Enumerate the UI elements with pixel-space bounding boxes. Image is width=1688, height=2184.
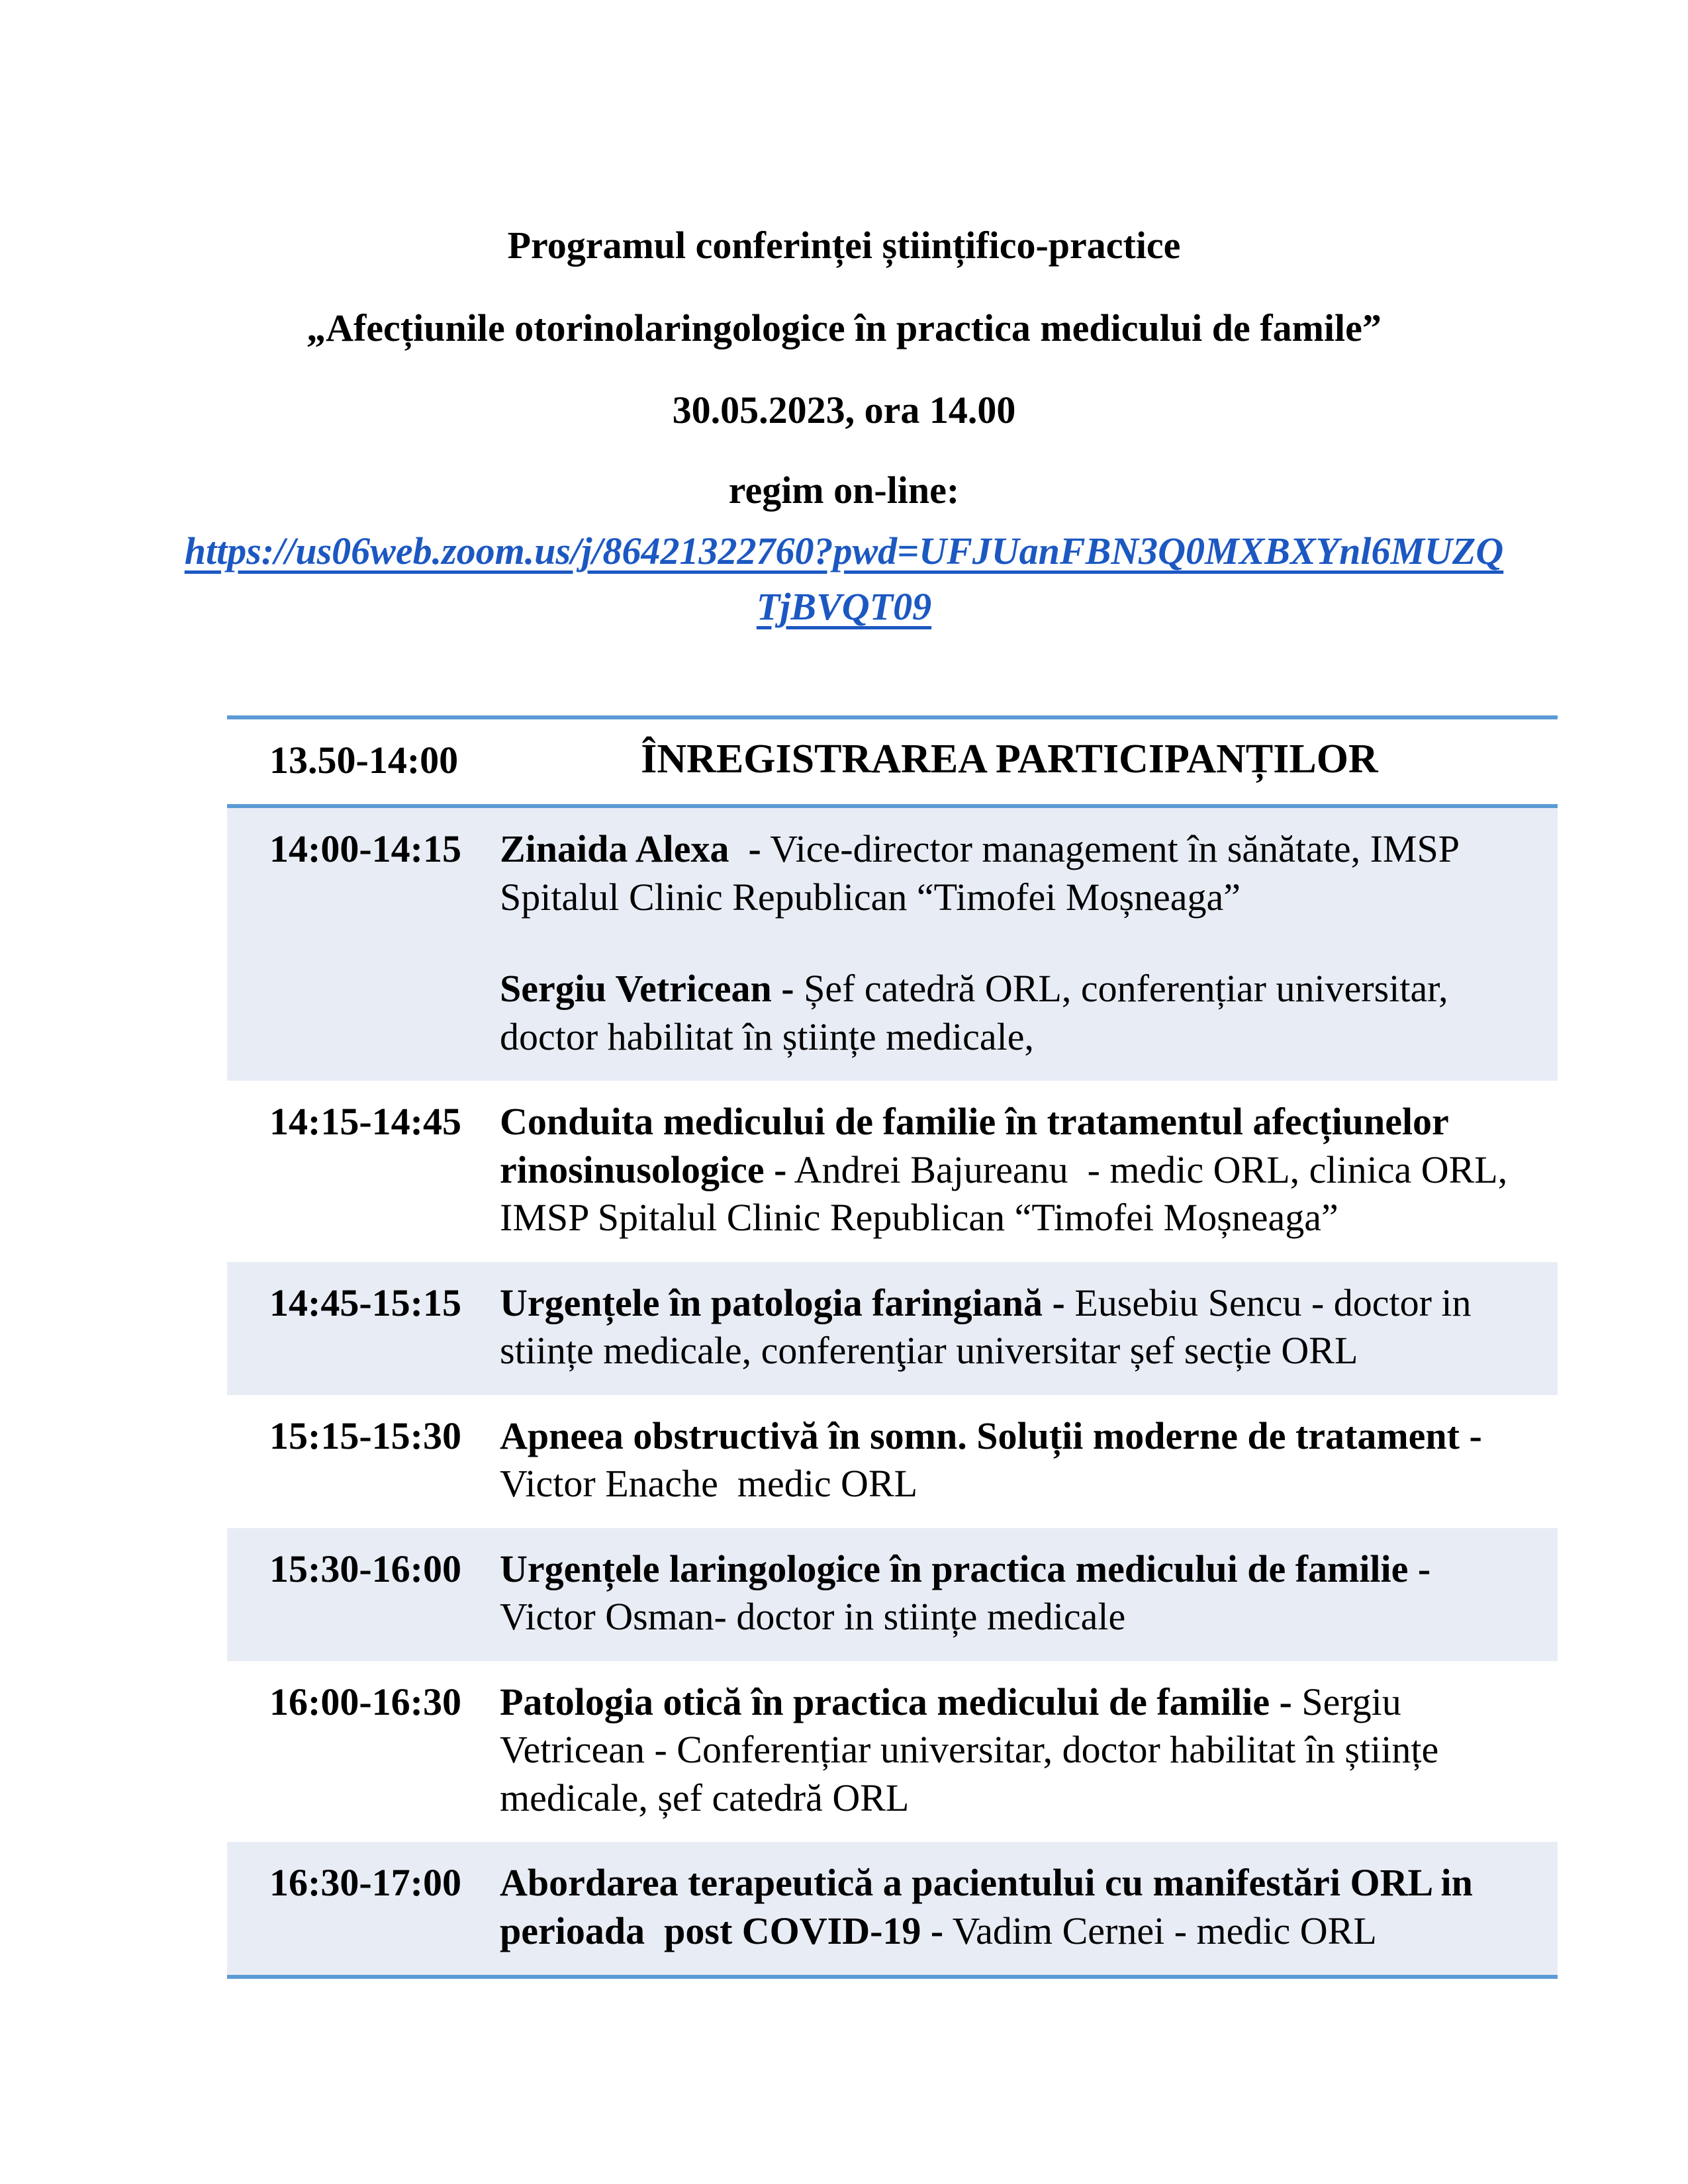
session-regular-text: Vice-director management în sănătate, IMSP Spitalul Clinic Republican “Timofei Moșneaga” (500, 827, 1468, 919)
table-row (227, 1661, 1558, 1843)
registration-title: ÎNREGISTRAREA PARTICIPANȚILOR (500, 717, 1558, 807)
table-row (227, 1262, 1558, 1395)
session-paragraph (500, 1678, 1519, 1823)
time-cell: 15:30-16:00 (269, 1547, 461, 1590)
session-title-bold: Apneea obstructivă în somn. Soluții moderne de tratament - (500, 1414, 1482, 1457)
online-mode-label: regim on-line: (728, 469, 960, 512)
session-title-bold: Urgențele laringologice în practica medicului de familie - (500, 1547, 1431, 1590)
zoom-link-line-2: TjBVQT09 (756, 584, 932, 628)
session-cell (500, 1262, 1558, 1395)
session-cell (500, 1661, 1558, 1843)
table-row (227, 1395, 1558, 1528)
session-regular-text: Victor Osman- doctor in stiințe medicale (500, 1547, 1440, 1639)
date-time-line: 30.05.2023, ora 14.00 (672, 388, 1016, 432)
zoom-link-line-1: https://us06web.zoom.us/j/86421322760?pwd=UFJUanFBN3Q0MXBXYnl6MUZQ (184, 529, 1504, 572)
session-cell (500, 1842, 1558, 1977)
session-paragraph (500, 1545, 1519, 1641)
time-cell: 13.50-14:00 (227, 717, 500, 807)
time-cell: 14:45-15:15 (269, 1281, 461, 1324)
speaker-name-bold: Zinaida Alexa - (500, 827, 761, 871)
table-row (227, 1528, 1558, 1661)
session-cell (500, 1081, 1558, 1262)
time-cell: 14:15-14:45 (269, 1100, 461, 1144)
page-title: Programul conferinței științifico-practice (507, 224, 1181, 267)
session-regular-text: Eusebiu Sencu - doctor in stiințe medicale, conferenţiar universitar șef secție ORL (500, 1281, 1481, 1373)
session-title-bold: Abordarea terapeutică a pacientului cu manifestări ORL in perioada post COVID-19 - (500, 1861, 1483, 1952)
session-regular-text: Andrei Bajureanu - medic ORL, clinica ORL, IMSP Spitalul Clinic Republican “Timofei Moșneaga” (500, 1148, 1517, 1240)
time-cell: 16:30-17:00 (269, 1861, 461, 1905)
time-cell: 14:00-14:15 (269, 827, 461, 871)
session-paragraph (500, 1279, 1519, 1375)
title-block (0, 224, 1688, 635)
session-regular-text: Sergiu Vetricean - Conferențiar universitar, doctor habilitat în științe medicale, șef catedră ORL (500, 1680, 1448, 1819)
table-row (227, 1081, 1558, 1262)
session-cell (500, 1528, 1558, 1661)
session-paragraph (500, 825, 1519, 921)
time-cell: 15:15-15:30 (269, 1414, 461, 1457)
schedule-table (227, 715, 1558, 1979)
speaker-name-bold: Sergiu Vetricean - (500, 967, 794, 1011)
conference-subtitle: „Afecțiunile otorinolaringologice în practica medicului de famile” (306, 306, 1382, 349)
table-row (227, 806, 1558, 1081)
zoom-link-paragraph (0, 523, 1688, 635)
session-regular-text: Șef catedră ORL, conferențiar universitar, doctor habilitat în științe medicale, (500, 967, 1458, 1058)
session-paragraph (500, 1859, 1519, 1955)
session-title-bold: Urgențele în patologia faringiană - (500, 1281, 1065, 1324)
session-regular-text: Vadim Cernei - medic ORL (943, 1909, 1377, 1952)
table-row-registration (227, 717, 1558, 807)
session-regular-text: Victor Enache medic ORL (500, 1414, 1491, 1506)
time-cell: 16:00-16:30 (269, 1680, 461, 1723)
session-paragraph (500, 965, 1519, 1061)
session-paragraph (500, 1098, 1519, 1242)
session-title-bold: Conduita medicului de familie în tratamentul afecțiunelor rinosinusologice - (500, 1100, 1458, 1191)
session-cell (500, 806, 1558, 1081)
session-title-bold: Patologia otică în practica medicului de familie - (500, 1680, 1292, 1723)
zoom-meeting-link[interactable] (0, 523, 1688, 635)
table-row (227, 1842, 1558, 1977)
session-cell (500, 1395, 1558, 1528)
session-paragraph (500, 1412, 1519, 1508)
